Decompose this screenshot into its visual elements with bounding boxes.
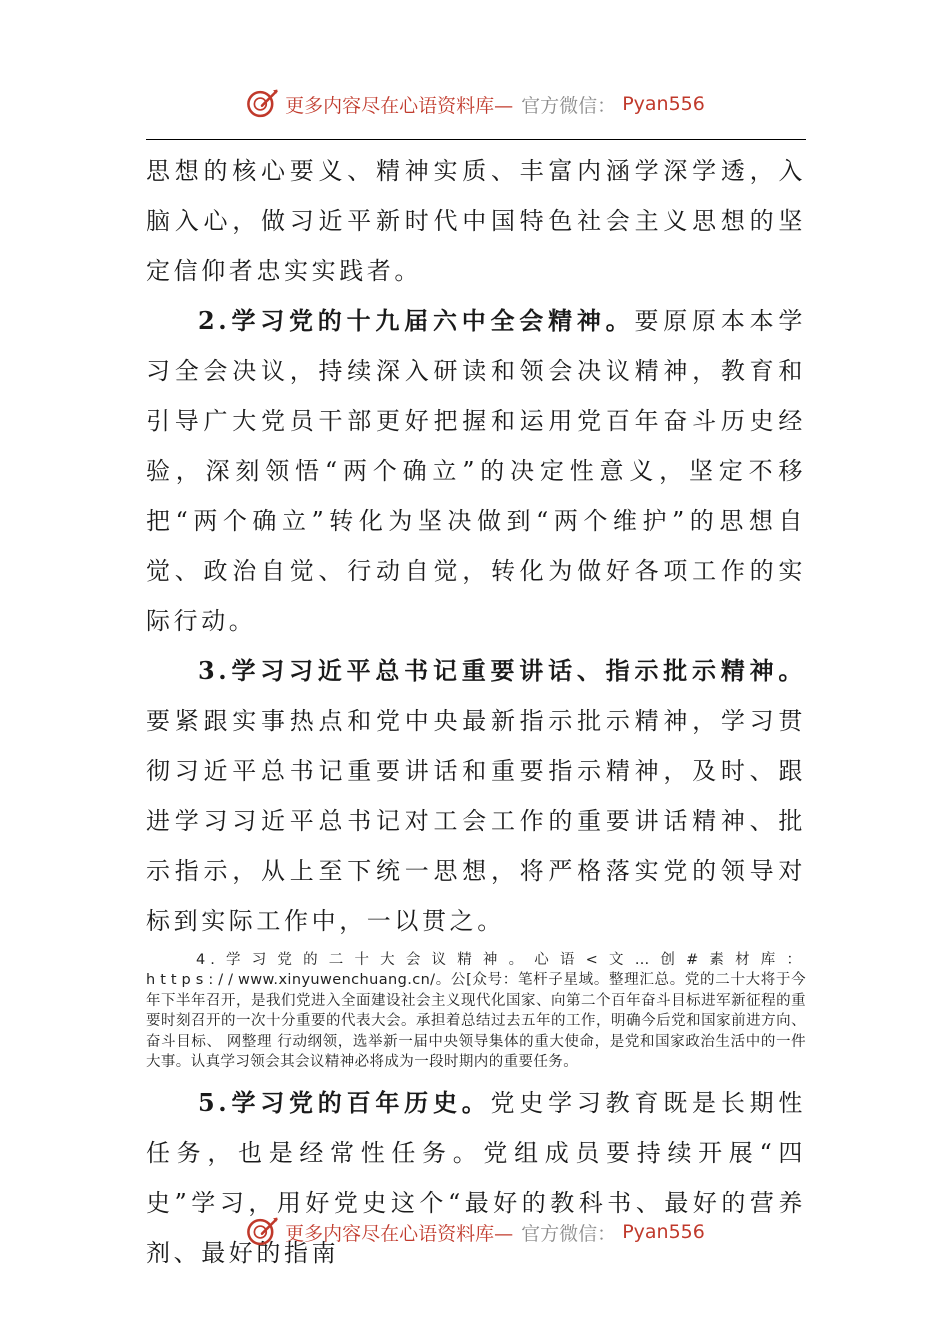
paragraph-2-text: 要原原本本学习全会决议，持续深入研读和领会决议精神，教育和引导广大党员干部更好把握和运用党百年奋斗历史经验，深刻领悟“两个确立”的决定性意义，坚定不移把“两个确立”转化为坚决做到“两个维护”的思想自觉、政治自觉、行动自觉，转化为做好各项工作的实际行动。 xyxy=(146,307,807,635)
footer-brand-watermark xyxy=(245,1215,705,1249)
paragraph-4 xyxy=(146,950,806,1072)
paragraph-4-first-line: 4.学习党的二十大会议精神。心语<文…创#素材库：https:// xyxy=(146,952,806,989)
page-header xyxy=(0,84,950,124)
paragraph-3-text: 要紧跟实事热点和党中央最新指示批示精神，学习贯彻习近平总书记重要讲话和重要指示精神，及时、跟进学习习近平总书记对工会工作的重要讲话精神、批示指示，从上至下统一思想，将严格落实党的领导对标到实际工作中，一以贯之。 xyxy=(146,707,806,935)
footer-brand-text: 更多内容尽在心语资料库— xyxy=(285,1222,514,1245)
header-rule xyxy=(146,139,806,140)
footer-wechat-id: Pyan556 xyxy=(622,1221,705,1243)
paragraph-2-heading: 2.学习党的十九届六中全会精神。 xyxy=(198,306,635,335)
paragraph-5-heading: 5.学习党的百年历史。 xyxy=(198,1088,491,1118)
paragraph-3-heading: 3.学习习近平总书记重要讲话、指示批示精神。 xyxy=(198,656,806,685)
paragraph-1: 思想的核心要义、精神实质、丰富内涵学深学透，入脑入心，做习近平新时代中国特色社会主义思想的坚定信仰者忠实实践者。 xyxy=(146,157,806,285)
wechat-id: Pyan556 xyxy=(622,93,705,115)
paragraph-5-text: 党史学习教育既是长期性任务，也是经常性任务。党组成员要持续开展“四史”学习，用好党史这个“最好的教科书、最好的营养剂、最好的指南 xyxy=(146,1089,806,1268)
document-body xyxy=(146,146,806,1278)
paragraph-3 xyxy=(146,646,806,946)
footer-wechat-label: 官方微信： xyxy=(521,1222,617,1245)
wechat-label: 官方微信： xyxy=(521,94,617,117)
footer-brand-logo-icon xyxy=(245,1215,279,1249)
brand-watermark xyxy=(245,87,705,121)
paragraph-4-text: www.xinyuwenchuang.cn/。公[众号：笔杆子星域。整理汇总。党的二十大将于今年下半年召开，是我们党进入全面建设社会主义现代化国家、向第二个百年奋斗目标进军新征程的重要时刻召开的一次十分重要的代表大会。承担着总结过去五年的工作，明确今后党和国家前进方向、奋斗目标、 网整理 行动纲领，选举新一届中央领导集体的重大使命，是党和国家政治生活中的一件大事。认真学习领会其会议精神必将成为一段时期内的重要任务。 xyxy=(146,972,806,1071)
paragraph-2 xyxy=(146,296,806,646)
brand-logo-icon xyxy=(245,87,279,121)
page-footer xyxy=(0,1212,950,1252)
brand-text: 更多内容尽在心语资料库— xyxy=(285,94,514,117)
